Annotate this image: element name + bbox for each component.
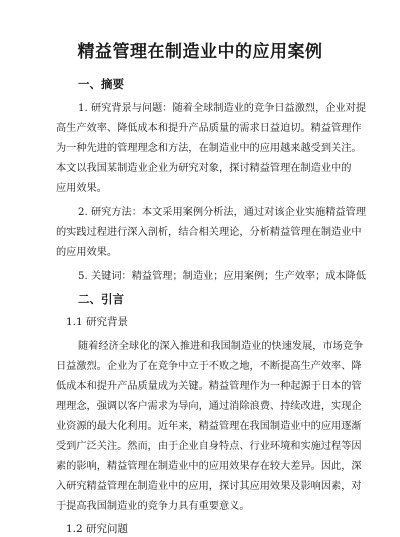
abstract-paragraph-2 <box>56 203 367 263</box>
text-line: 高生产效率、降低成本和提升产品质量的需求日益迫切。精益管理作 <box>56 123 362 134</box>
document-title: 精益管理在制造业中的应用案例 <box>77 42 323 62</box>
text-line: 5. 关键词：精益管理；制造业；应用案例；生产效率；成本降低 <box>78 271 367 282</box>
text-line: 应用效果。 <box>56 183 107 194</box>
introduction-paragraph-1 <box>56 337 364 517</box>
text-line: 于提高我国制造业的竞争力具有重要意义。 <box>56 501 250 512</box>
text-line: 随着经济全球化的深入推进和我国制造业的快速发展，市场竞争 <box>78 341 364 352</box>
text-line: 本文以我国某制造业企业为研究对象，探讨精益管理在制造业中的 <box>56 163 352 174</box>
text-line: 素的影响，精益管理在制造业中的应用效果存在较大差异。因此，深 <box>56 461 362 472</box>
text-line: 的应用效果。 <box>56 247 118 258</box>
subsection-heading-background: 1.1 研究背景 <box>66 316 129 328</box>
text-line: 低成本和提升产品质量成为关键。精益管理作为一种起源于日本的管 <box>56 381 362 392</box>
abstract-keywords <box>56 267 367 287</box>
text-line: 受到广泛关注。然而，由于企业自身特点、行业环境和实施过程等因 <box>56 441 362 452</box>
text-line: 2. 研究方法：本文采用案例分析法，通过对该企业实施精益管理 <box>78 207 367 218</box>
text-line: 入研究精益管理在制造业中的应用，探讨其应用效果及影响因素，对 <box>56 481 362 492</box>
text-line: 1. 研究背景与问题：随着全球制造业的竞争日益激烈，企业对提 <box>78 103 367 114</box>
subsection-heading-research-question: 1.2 研究问题 <box>66 523 129 535</box>
text-line: 的实践过程进行深入剖析，结合相关理论，分析精益管理在制造业中 <box>56 227 362 238</box>
section-heading-abstract: 一、摘要 <box>78 77 124 91</box>
abstract-paragraph-1 <box>56 99 367 199</box>
text-line: 业资源的最大化利用。近年来，精益管理在我国制造业中的应用逐渐 <box>56 421 362 432</box>
text-line: 理理念，强调以客户需求为导向，通过消除浪费、持续改进，实现企 <box>56 401 362 412</box>
text-line: 为一种先进的管理理念和方法，在制造业中的应用越来越受到关注。 <box>56 143 362 154</box>
section-heading-introduction: 二、引言 <box>78 292 124 306</box>
text-line: 日益激烈。企业为了在竞争中立于不败之地，不断提高生产效率、降 <box>56 361 362 372</box>
